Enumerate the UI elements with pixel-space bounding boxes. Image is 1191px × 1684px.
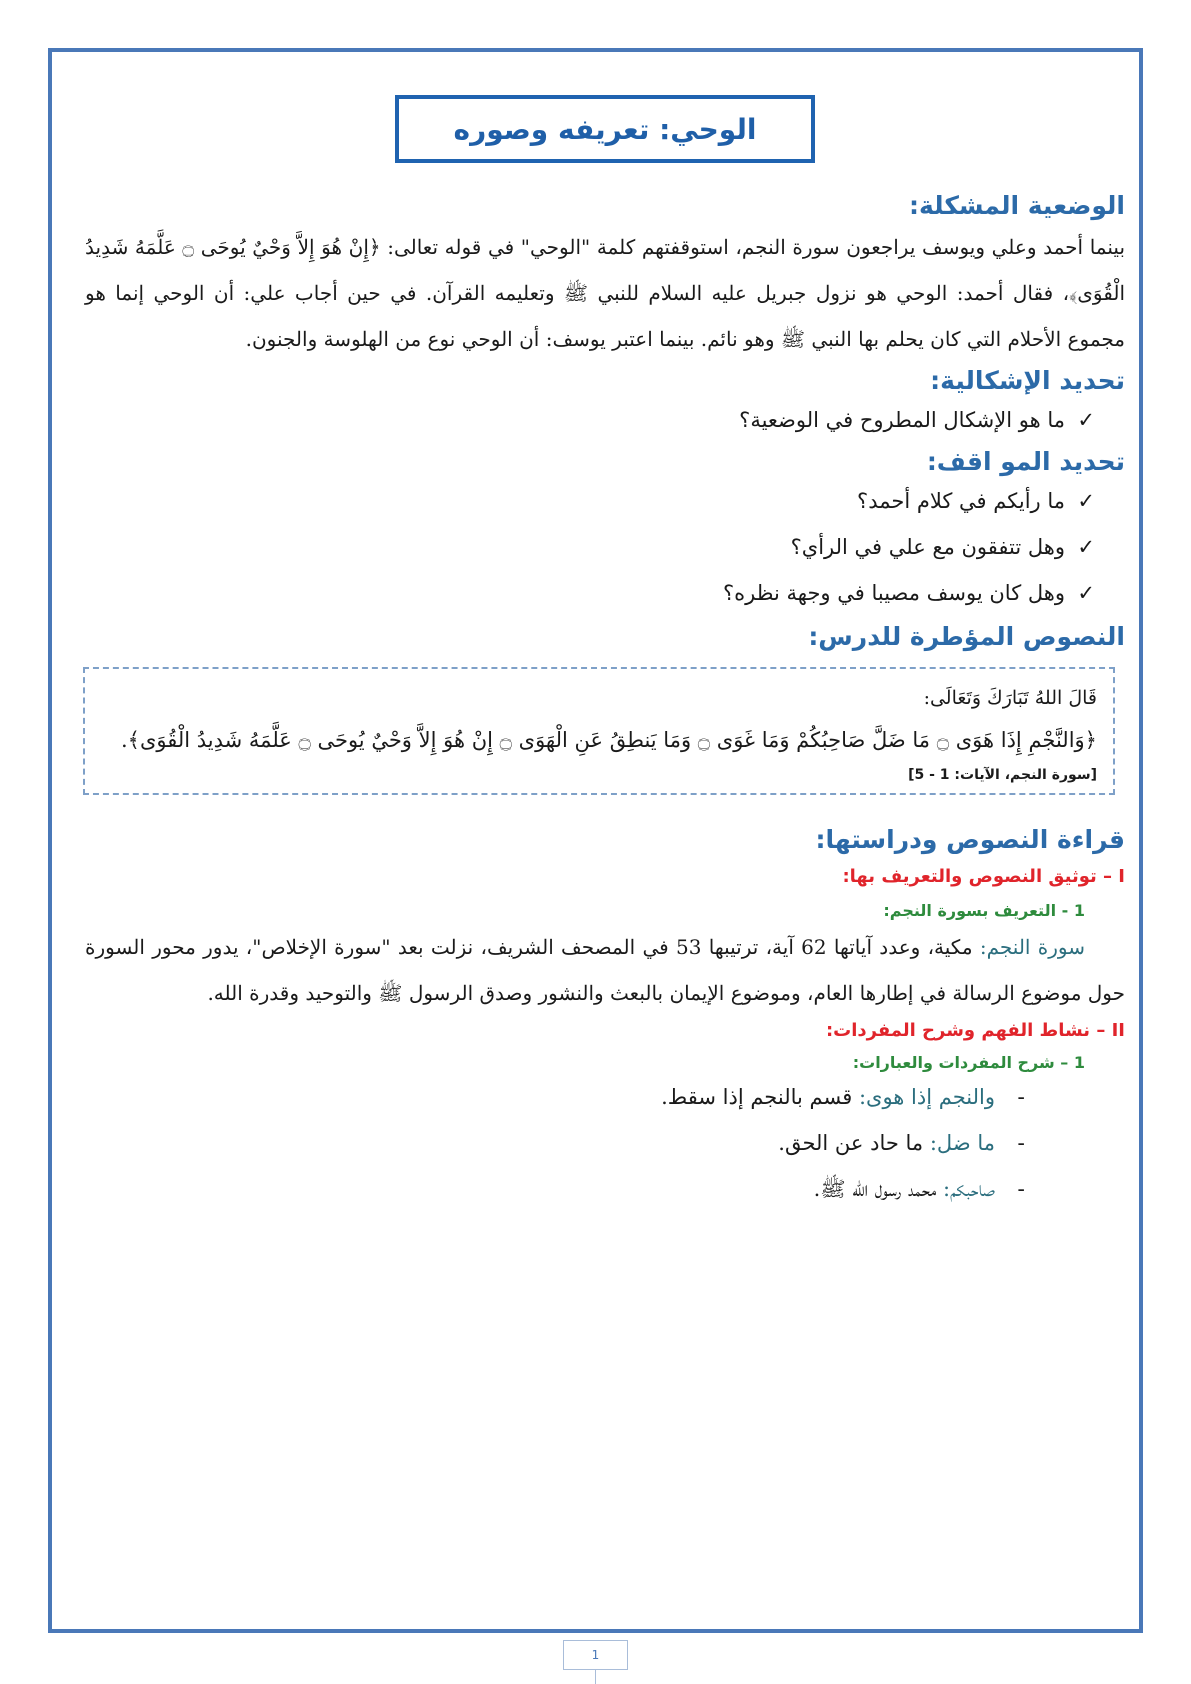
document-content bbox=[85, 95, 1125, 1212]
vocab-meaning: قسم بالنجم إذا سقط. bbox=[661, 1085, 859, 1109]
quran-verses: ﴿وَالنَّجْمِ إِذَا هَوَى ۝ مَا ضَلَّ صَاحِبُكُمْ وَمَا غَوَى ۝ وَمَا يَنطِقُ عَنِ الْهَوَى ۝ إِنْ هُوَ إِلاَّ وَحْيٌ يُوحَى ۝ عَلَّمَهُ شَدِيدُ الْقُوَى﴾. bbox=[120, 728, 1097, 752]
verse-reference: [سورة النجم، الآيات: 1 - 5] bbox=[908, 767, 1097, 783]
page-number-stem bbox=[595, 1670, 596, 1684]
list-item bbox=[85, 478, 1095, 524]
part2-heading: II – نشاط الفهم وشرح المفردات: bbox=[825, 1020, 1125, 1041]
framing-texts-heading: النصوص المؤطرة للدرس: bbox=[808, 622, 1125, 651]
part1-subheading: 1 - التعريف بسورة النجم: bbox=[883, 901, 1085, 920]
position-question: ما رأيكم في كلام أحمد؟ bbox=[857, 489, 1065, 513]
check-icon: ✓ bbox=[1077, 535, 1095, 559]
position-question: وهل كان يوسف مصيبا في وجهة نظره؟ bbox=[723, 581, 1065, 605]
part1-heading: I – توثيق النصوص والتعريف بها: bbox=[842, 866, 1125, 887]
list-item bbox=[85, 1120, 1025, 1166]
positions-list bbox=[85, 478, 1125, 616]
dash-icon: - bbox=[1017, 1131, 1025, 1155]
vocab-term: والنجم إذا هوى: bbox=[858, 1085, 995, 1109]
vocab-term: صاحبكم: bbox=[943, 1177, 995, 1201]
vocab-term: ما ضل: bbox=[929, 1131, 995, 1155]
situation-text: بينما أحمد وعلي ويوسف يراجعون سورة النجم، استوقفتهم كلمة "الوحي" في قوله تعالى: ﴿إِنْ هُوَ إِلاَّ وَحْيٌ يُوحَى ۝ عَلَّمَهُ شَدِيدُ الْقُوَى﴾، فقال أحمد: الوحي هو نزول جبريل عليه السلام للنبي ﷺ وتعليمه القرآن. في حين أجاب علي: أن الوحي إنما هو مجموع الأحلام التي كان يحلم بها النبي ﷺ وهو نائم. بينما اعتبر يوسف: أن الوحي نوع من الهلوسة والجنون. bbox=[85, 235, 1126, 351]
vocab-meaning: ما حاد عن الحق. bbox=[778, 1131, 930, 1155]
situation-heading: الوضعية المشكلة: bbox=[908, 191, 1125, 220]
vocab-meaning: محمد رسول الله ﷺ. bbox=[813, 1177, 944, 1201]
part2-subheading: 1 – شرح المفردات والعبارات: bbox=[852, 1053, 1085, 1072]
reading-heading: قراءة النصوص ودراستها: bbox=[815, 825, 1125, 854]
problem-question: ما هو الإشكال المطروح في الوضعية؟ bbox=[739, 408, 1065, 432]
check-icon: ✓ bbox=[1077, 408, 1095, 432]
position-question: وهل تتفقون مع علي في الرأي؟ bbox=[790, 535, 1065, 559]
check-icon: ✓ bbox=[1077, 489, 1095, 513]
list-item bbox=[85, 524, 1095, 570]
problem-heading: تحديد الإشكالية: bbox=[930, 366, 1125, 395]
dash-icon: - bbox=[1017, 1085, 1025, 1109]
list-item bbox=[85, 570, 1095, 616]
problem-list bbox=[85, 397, 1125, 443]
page-number: 1 bbox=[563, 1640, 628, 1670]
list-item bbox=[85, 1166, 1025, 1212]
dash-icon: - bbox=[1017, 1177, 1025, 1201]
surah-label: سورة النجم: bbox=[979, 935, 1085, 959]
surah-description bbox=[85, 924, 1125, 1016]
page-title: الوحي: تعريفه وصوره bbox=[395, 95, 815, 163]
framing-texts-box bbox=[83, 667, 1115, 795]
surah-text: مكية، وعدد آياتها 62 آية، ترتيبها 53 في المصحف الشريف، نزلت بعد "سورة الإخلاص"، يدور محور السورة حول موضوع الرسالة في إطارها العام، وموضوع الإيمان بالبعث والنشور وصدق الرسول ﷺ والتوحيد وقدرة الله. bbox=[85, 935, 1125, 1005]
vocab-list bbox=[85, 1074, 1125, 1212]
check-icon: ✓ bbox=[1077, 581, 1095, 605]
list-item bbox=[85, 397, 1095, 443]
verse-intro: قَالَ اللهُ تَبَارَكَ وَتَعَالَى: bbox=[923, 687, 1097, 709]
positions-heading: تحديد المو اقف: bbox=[926, 447, 1125, 476]
list-item bbox=[85, 1074, 1025, 1120]
